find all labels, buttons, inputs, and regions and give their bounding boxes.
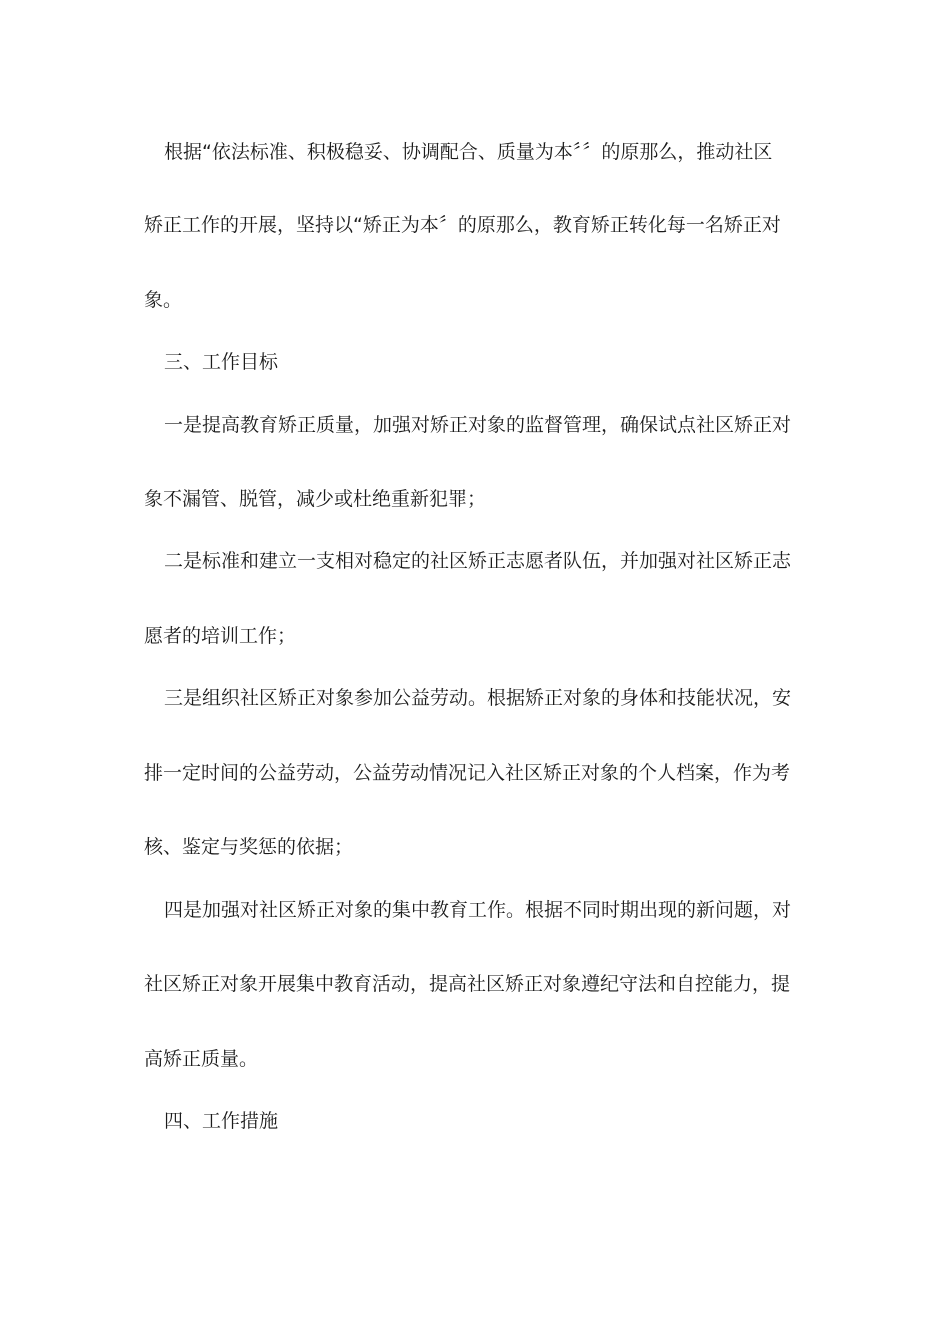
goal-two-line-2: 愿者的培训工作； — [144, 625, 297, 647]
paragraph-principle-line-3: 象。 — [144, 289, 183, 311]
goal-four-line-3: 高矫正质量。 — [144, 1048, 259, 1070]
goal-three-line-1: 三是组织社区矫正对象参加公益劳动。根据矫正对象的身体和技能状况，安 — [164, 687, 792, 709]
goal-four-line-1: 四是加强对社区矫正对象的集中教育工作。根据不同时期出现的新问题，对 — [164, 899, 792, 921]
goal-two-line-1: 二是标准和建立一支相对稳定的社区矫正志愿者队伍，并加强对社区矫正志 — [164, 550, 792, 572]
goal-three-line-3: 核、鉴定与奖惩的依据； — [144, 836, 354, 858]
goal-four-line-2: 社区矫正对象开展集中教育活动，提高社区矫正对象遵纪守法和自控能力，提 — [144, 973, 791, 995]
paragraph-principle-line-2: 矫正工作的开展，坚持以“矫正为本〞的原那么，教育矫正转化每一名矫正对 — [144, 214, 781, 236]
section-heading-work-measures: 四、工作措施 — [164, 1110, 279, 1132]
goal-three-line-2: 排一定时间的公益劳动，公益劳动情况记入社区矫正对象的个人档案，作为考 — [144, 762, 791, 784]
section-heading-work-goals: 三、工作目标 — [164, 351, 279, 373]
goal-one-line-2: 象不漏管、脱管，减少或杜绝重新犯罪； — [144, 488, 487, 510]
goal-one-line-1: 一是提高教育矫正质量，加强对矫正对象的监督管理，确保试点社区矫正对 — [164, 414, 792, 436]
paragraph-principle-line-1: 根据“依法标准、积极稳妥、协调配合、质量为本〞〞的原那么，推动社区 — [164, 141, 773, 163]
